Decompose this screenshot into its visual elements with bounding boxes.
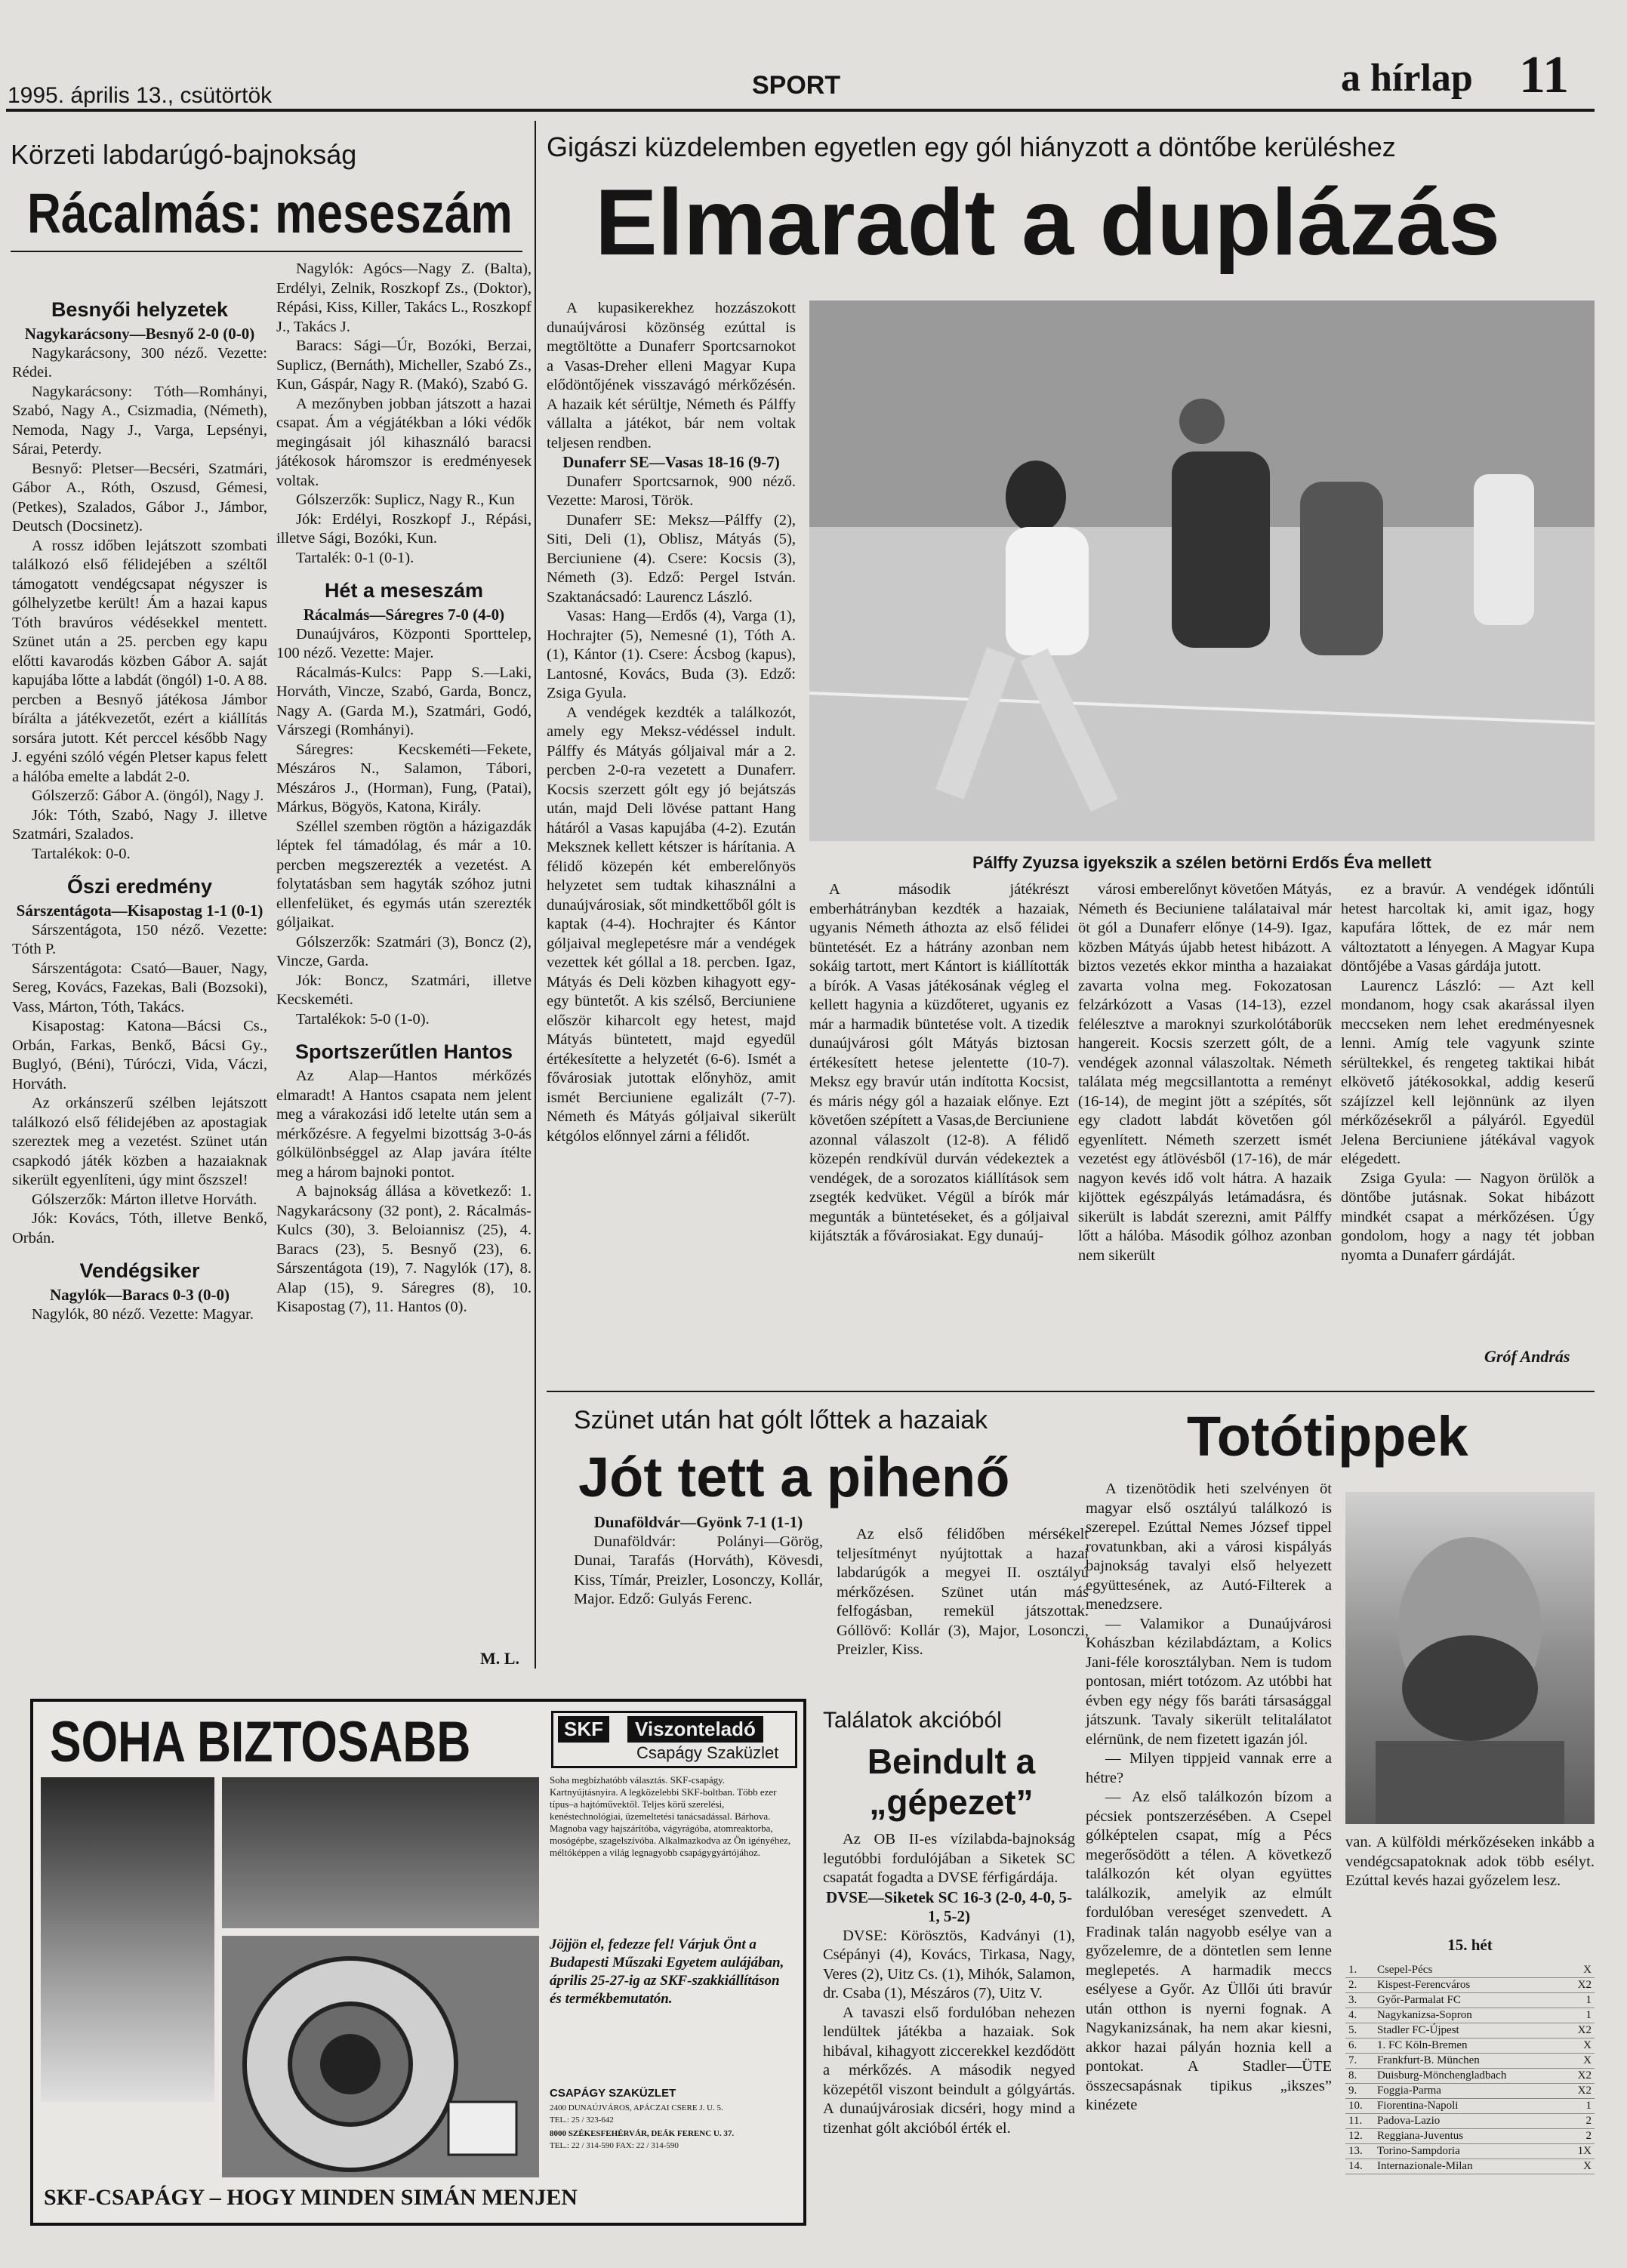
paragraph: A bajnokság állása a következő: 1. Nagykarácsony (32 pont), 2. Rácalmás-Kulcs (30), 3. Beloiannisz (25), 4. Baracs (23), 5. Besnyő (23), 6. Sárszentágota (19), 7. Nagylók (17), 8. Alap (15), 9. Sáregres (8), 10. Kisapostag (7), 11. Hantos (0). (276, 1183, 532, 1315)
tip-cell-m: Frankfurt-B. München (1374, 2054, 1567, 2069)
tip-cell-n: 4. (1345, 2008, 1374, 2023)
paragraph: Az Alap—Hantos mérkőzés elmaradt! A Hantos csapata nem jelent meg a várakozási idő letelte után sem a mérkőzésre. A fegyelmi bizottság 3-0-ás gólkülönbséggel az Alap javára ítélte meg a három bajnoki pontot. (276, 1068, 532, 1181)
subheading: Hét a meseszám (324, 579, 484, 602)
ad-phone-2: TEL.: 22 / 314-590 FAX: 22 / 314-590 (550, 2141, 679, 2150)
tip-cell-m: Reggiana-Juventus (1374, 2129, 1567, 2144)
match-title: Dunaföldvár—Gyönk 7-1 (1-1) (593, 1513, 803, 1531)
tip-cell-t: 1 (1567, 2008, 1595, 2023)
paragraph: Sáregres: Kecskeméti—Fekete, Mészáros N., Salamon, Tábori, Mészáros J., (Horman), Fung, (Patai), Márkus, Bögyös, Katona, Király. (276, 741, 532, 815)
ad-address-1: 2400 DUNAÚJVÁROS, APÁCZAI CSERE J. U. 5. (550, 2103, 723, 2112)
tip-cell-n: 7. (1345, 2054, 1374, 2069)
tip-cell-m: Stadler FC-Újpest (1374, 2023, 1567, 2038)
ad-image-machine (222, 1777, 539, 1928)
tip-cell-n: 1. (1345, 1963, 1374, 1978)
paragraph: Nagykarácsony, 300 néző. Vezette: Rédei. (12, 344, 267, 381)
ad-image-rocket (41, 1777, 214, 2102)
paragraph: Gólszerzők: Márton illetve Horváth. (32, 1191, 257, 1208)
left-headline: Rácalmás: meseszám (27, 182, 513, 245)
toto-side-text: van. A külföldi mérkőzéseken inkább a vendégcsapatoknak adok több esélyt. Ezúttal kevés hazai győzelem lesz. (1345, 1834, 1595, 1889)
main-col-b (809, 880, 1069, 1246)
paragraph: Sárszentágota: Csató—Bauer, Nagy, Sereg, Kovács, Fazekas, Bali (Bozsoki), Vass, Márton, Tóth, Takács. (12, 960, 267, 1015)
paragraph: A tavaszi első fordulóban nehezen lendültek játékba a hazaiak. Sok hibával, kihagyott ziccerekkel kezdődött a mérkőzés. A második negyed közepétől viszont beindult a gólgyártás. A dunaújvárosiak dicséri, hogy mind a tizenhat gólt akcióból érték el. (823, 2004, 1075, 2137)
paragraph: Zsiga Gyula: — Nagyon örülök a döntőbe jutásnak. Sokat hibázott mindkét csapat a mérkőzésen. Úgy gondolom, hogy a nagy tét jobban nyomta a Dunaferr gárdáját. (1341, 1169, 1595, 1264)
water-col (823, 1830, 1075, 2138)
paragraph: Kisapostag: Katona—Bácsi Cs., Orbán, Farkas, Benkő, Bácsi Gy., Buglyó, (Béni), Túróczi, Vida, Váczi, Horváth. (12, 1018, 267, 1092)
subheading: Vendégsiker (79, 1259, 200, 1282)
header-section: SPORT (752, 71, 841, 100)
header-rule (6, 109, 1595, 112)
paragraph: Az OB II-es vízilabda-bajnokság legutóbbi fordulójában a Siketek SC csapatát fogadta a DVSE férfigárdája. (823, 1831, 1075, 1886)
tip-cell-m: Nagykanizsa-Sopron (1374, 2008, 1567, 2023)
paragraph: Vasas: Hang—Erdős (4), Varga (1), Hochrajter (5), Nemesné (1), Tóth A. (1), Kántor (1). Csere: Ácsbog (kapus), Lantosné, Kovács, Buda (3). Edző: Zsiga Gyula. (547, 608, 796, 701)
paragraph: Dunaferr Sportcsarnok, 900 néző. Vezette: Marosi, Török. (547, 473, 796, 509)
paragraph: Gólszerzők: Suplicz, Nagy R., Kun (296, 492, 515, 508)
tip-row (1345, 2084, 1595, 2099)
column-divider (535, 121, 536, 1669)
paragraph: A második játékrészt emberhátrányban kezdték a hazaiak, ugyanis Németh áthozta az első félidei büntetését. Ez a hátrány azonban nem sokáig tartott, mert Kántort is kiállították a bírók. A Vasas játékosának végleg el kellett hagynia a küzdőteret, ugyanis ez már a harmadik büntetése volt. A tizedik dunaújvárosi gólt Mátyás biztosan értékesített hetese jelentette (10-7). Meksz egy bravúr után indította Kocsist, és máris négy gól a hazaiak előnye. Ezt követően szépített a Vasas,de Berciuniene azonnal válaszolt (12-8). A félidő közepén rendkívül durván védekeztek a vendégek, de a sorozatos kiállítások sem zsegték kedvüket. Végül a bírók már megunták a büntetéseket, és a góljaival kijátszták a fővárosiakat. Egy dunaúj- (809, 881, 1069, 1244)
match-title: Dunaferr SE—Vasas 18-16 (9-7) (562, 453, 780, 471)
tip-cell-n: 5. (1345, 2023, 1374, 2038)
tip-row (1345, 2069, 1595, 2084)
ad-invite: Jöjjön el, fedezze fel! Várjuk Önt a Budapesti Műszaki Egyetem aulájában, április 25-27-ig az SKF-szakkiállításon és termékbemutatón. (550, 1937, 784, 2007)
paragraph: Jók: Boncz, Szatmári, illetve Kecskeméti. (276, 972, 532, 1008)
paragraph: Gólszerzők: Szatmári (3), Boncz (2), Vincze, Garda. (276, 933, 532, 969)
paragraph: Az első félidőben mérsékelt teljesítményt nyújtottak a hazai labdarúgók a megyei II. osztályú mérkőzésen. Szünet után más felfogásban, remekül játszottak. Góllövő: Kollár (3), Major, Losonczi, Preizler, Kiss. (837, 1526, 1089, 1658)
tip-cell-t: X2 (1567, 2069, 1595, 2084)
left-kicker: Körzeti labdarúgó-bajnokság (11, 139, 357, 170)
photo-caption: Pálffy Zyuzsa igyekszik a szélen betörni Erdős Éva mellett (972, 853, 1431, 872)
tip-cell-n: 12. (1345, 2129, 1374, 2144)
tip-cell-m: Torino-Sampdoria (1374, 2144, 1567, 2159)
paragraph: Tartalék: 0-1 (0-1). (296, 549, 414, 566)
mid-rule (547, 1391, 1595, 1392)
paragraph: Rácalmás-Kulcs: Papp S.—Laki, Horváth, Vincze, Szabó, Garda, Boncz, Nagy A. (Garda M.), Szatmári, Godó, Várszegi (Romhányi). (276, 664, 532, 738)
tip-cell-n: 3. (1345, 1993, 1374, 2008)
tip-cell-m: Foggia-Parma (1374, 2084, 1567, 2099)
main-col-d (1341, 880, 1595, 1265)
match-title: DVSE—Siketek SC 16-3 (2-0, 4-0, 5-1, 5-2) (825, 1887, 1073, 1925)
water-headline: Beindult a „gépezet” (867, 1742, 1036, 1822)
tip-cell-n: 11. (1345, 2114, 1374, 2129)
mid-kicker: Szünet után hat gólt lőttek a hazaiak (574, 1406, 988, 1434)
subheading: Besnyői helyzetek (51, 298, 229, 321)
tip-row (1345, 1993, 1595, 2008)
tip-row (1345, 2114, 1595, 2129)
paragraph: Tartalékok: 5-0 (1-0). (296, 1010, 430, 1028)
tip-cell-n: 8. (1345, 2069, 1374, 2084)
main-kicker: Gigászi küzdelemben egyetlen egy gól hiányzott a döntőbe kerüléshez (547, 131, 1396, 162)
header-date: 1995. április 13., csütörtök (8, 83, 273, 108)
header-page-number: 11 (1519, 46, 1570, 104)
toto-table (1345, 1963, 1595, 2174)
ad-shop-caps: CSAPÁGY SZAKÜZLET (550, 2087, 676, 2100)
main-col-a (547, 299, 796, 1146)
paragraph: Dunaföldvár: Polányi—Görög, Dunai, Tarafás (Horváth), Kövesdi, Kiss, Tímár, Preizler, Losonczy, Kollár, Major. Edző: Gulyás Ferenc. (574, 1533, 823, 1607)
toto-headline: Totótippek (1187, 1405, 1468, 1468)
mid-col-b (837, 1525, 1089, 1660)
subheading: Sportszerűtlen Hantos (294, 1040, 513, 1063)
left-col-2 (276, 260, 532, 1317)
tip-cell-m: Internazionale-Milan (1374, 2159, 1567, 2174)
tip-cell-t: X (1567, 2054, 1595, 2069)
tip-cell-n: 6. (1345, 2038, 1374, 2054)
tip-cell-m: Padova-Lazio (1374, 2114, 1567, 2129)
ad-shop: Csapágy Szaküzlet (636, 1743, 779, 1762)
main-signature: Gróf András (1484, 1347, 1570, 1366)
left-headline-rule (11, 251, 522, 252)
paragraph: Az orkánszerű szélben lejátszott találkozó első félidejében az apostagiak szereztek meg a vezetést. Szünet után csapkodó játék közben a hazaiaknak sikerült egyenlíteni, úgy mint őszszel! (12, 1095, 267, 1188)
tip-cell-t: 2 (1567, 2129, 1595, 2144)
handball-photo-icon (809, 300, 1595, 841)
ad-slogan: SKF-CSAPÁGY – HOGY MINDEN SIMÁN MENJEN (44, 2185, 578, 2210)
paragraph: Jók: Erdélyi, Roszkopf J., Répási, illetve Sági, Bozóki, Kun. (276, 510, 532, 547)
tip-cell-m: Duisburg-Mönchengladbach (1374, 2069, 1567, 2084)
paragraph: A tizenötödik heti szelvényen öt magyar első osztályú találkozó is szerepel. Ezúttal Nemes József tippel rovatunkban, aki a városi kispályás bajnokság tavalyi első helyezett együttesének, az Autó-Filterek a menedzsere. (1086, 1481, 1332, 1613)
tip-cell-t: X2 (1567, 2084, 1595, 2099)
tip-cell-t: X (1567, 2159, 1595, 2174)
handball-photo (809, 300, 1595, 841)
paragraph: Gólszerző: Gábor A. (öngól), Nagy J. (32, 787, 264, 804)
portrait-icon (1345, 1492, 1595, 1824)
paragraph: Nagylók, 80 néző. Vezette: Magyar. (32, 1305, 254, 1323)
paragraph: A mezőnyben jobban játszott a hazai csapat. Ám a végjátékban a lóki védők megingásait jól kihasználó baracsi játékosok háromszor is eredményesek voltak. (276, 395, 532, 489)
main-col-c (1078, 880, 1332, 1265)
paragraph: — Valamikor a Dunaújvárosi Kohászban kézilabdáztam, a Kolics Jani-féle korosztályban. Nem is tudom pontosan, miért totózom. Az utóbbi hat évben egy négy fős baráti társasággal játszunk. Tavaly sikerült telitalálatot elérnünk, de nem fizetett igazán jól. (1086, 1615, 1332, 1748)
paragraph: — Az első találkozón bízom a pécsiek pontszerzésében. A Csepel gólképtelen csapat, míg a Pécs megerősödött a télen. A következő találkozón két olyan együttes találkozik, amelyik az elmúlt fordulóban vereséget szenvedett. A Fradinak talán nagyobb esélye van a győzelemre, de a döntetlen sem lenne meglepetés. A harmadik meccs esélyese a Győr. Az Üllői úti bravúr után otthon is nyerni fognak. A Nagykanizsának, ha nem akar kiesni, akkor hazai pályán hoznia kell a pontokat. A Stadler—ÜTE összecsapásnak tipikus „ikszes” kinézete (1086, 1789, 1332, 2113)
toto-week: 15. hét (1447, 1936, 1493, 1954)
ad-reseller: Viszonteladó (627, 1716, 763, 1743)
paragraph: városi emberelőnyt követően Mátyás, Németh és Beciuniene találataival már öt gól a Dunaferr előnye (14-9). Igaz, közben Mátyás újabb hetest hibázott. A biztos vezetés ekkor mintha a hazaiakat zavarta volna meg. Fokozatosan felzárkózott a Vasas (14-13), ezzel felélesztve a maroknyi szurkolótáborük hangereit. Kocsis szerzett gólt, de a vendégek azonnal válaszoltak. Németh találata még megcsillantotta a reményt (16-14), de megint jött a szépítés, sőt egy cladott labdát követően gól egyenlített. Németh szerzett ismét vezetést egy átlövésből (17-16), de már nagyon kevés idő volt hátra. A hazaik kijöttek egészpályás letámadásra, és sikerült is labdát szerezni, amit Pálffy lőtt a hálóba. Második gólhoz azonban nem sikerült (1078, 881, 1332, 1264)
paragraph: Nagylók: Agócs—Nagy Z. (Balta), Erdélyi, Zelnik, Roszkopf Zs., (Doktor), Répási, Kiss, Killer, Takács L., Roszkopf J., Takács J. (276, 260, 532, 335)
mid-headline: Jót tett a pihenő (578, 1446, 1010, 1508)
tip-cell-m: 1. FC Köln-Bremen (1374, 2038, 1567, 2054)
tip-cell-t: X2 (1567, 1978, 1595, 1993)
tip-row (1345, 2129, 1595, 2144)
tip-cell-t: X (1567, 1963, 1595, 1978)
ad-image-bearing (222, 1936, 539, 2177)
paragraph: Széllel szemben rögtön a házigazdák léptek fel támadólag, és már a 10. percben megszerezték a vezetést. A folytatásban sem hagyták szóhoz jutni ellenfelüket, és egymás után szerezték góljaikat. (276, 818, 532, 931)
ad-address-2: 8000 SZÉKESFEHÉRVÁR, DEÁK FERENC U. 37. (550, 2129, 735, 2138)
left-signature: M. L. (480, 1649, 519, 1668)
tip-cell-n: 14. (1345, 2159, 1374, 2174)
ad-brand-box (551, 1711, 797, 1768)
paragraph: A vendégek kezdték a találkozót, amely egy Meksz-védéssel indult. Pálffy és Mátyás góljaival már a 2. percben 2-0-ra vezetett a Dunaferr. Kocsis szerzett gólt egy jó bejátszás után, majd Deli lövése pattant Hang hátáról a Vasas kapujába (4-2). Ezután Meksznek kellett kétszer is hárítania. A félidő közepén két emberelőnyös helyzetet sem tudtak kihasználni a dunaújvárosiak, sőt mindkettőből gólt is kaptak (4-4). Hochrajter és Kántor góljaival meglepetésre már a vendégek vezettek két góllal a 18. percben. Igaz, Mátyás és Deli közben kihagyott egy-egy büntetőt. A kis szélső, Berciuniene először kiharcolt egy hetest, majd Mátyás büntetett, majd egyedül értékesítette a helyzetét (6-6). Ismét a fővárosiak jutottak előnyhöz, amit ismét Berciuniene egalizált (7-7). Németh és Mátyás góljaival sikerült kétgólos előnnyel zárni a félidőt. (547, 704, 796, 1145)
tip-cell-n: 2. (1345, 1978, 1374, 1993)
paragraph: Nagykarácsony: Tóth—Romhányi, Szabó, Nagy A., Csizmadia, (Németh), Nemoda, Nagy J., Varga, Lepsényi, Sárai, Peterdy. (12, 383, 267, 458)
header-paper: a hírlap (1341, 57, 1473, 100)
paragraph: ez a bravúr. A vendégek időntúli hetest harcoltak ki, amit igaz, hogy kapufára lőttek, de ez már nem változtatott a lényegen. A Magyar Kupa döntőjébe a Vasas gárdája jutott. (1341, 881, 1595, 975)
tip-cell-t: X2 (1567, 2023, 1595, 2038)
paragraph: DVSE: Körösztös, Kadványi (1), Csépányi (4), Kovács, Tirkasa, Nagy, Veres (2), Uitz Cs. (1), Mihók, Salamon, dr. Csaba (1), Mészáros (7), Uitz V. (823, 1927, 1075, 2001)
paragraph: A rossz időben lejátszott szombati találkozó első félidejében a széltől támogatott vendégcsapat négyszer is gólhelyzetbe került! Ám a hazai kapus Tóth bravúros védésekkel mentett. Szünet után a 25. percben egy kapu előtti kavarodás közben Gábor A. saját kapujába lőtte a labdát (öngól) 1-0. A 88. percben a Besnyő játékosa Jámbor bírálta a játékvezetőt, ezért a kiállítás sorsára jutott. Két perccel később Nagy J. egyéni szóló végén Pletser kapus felett a hálóba emelte a labdát 2-0. (12, 537, 267, 785)
match-title: Sárszentágota—Kisapostag 1-1 (0-1) (16, 901, 263, 920)
match-title: Rácalmás—Sáregres 7-0 (4-0) (303, 606, 505, 624)
paragraph: Jók: Tóth, Szabó, Nagy J. illetve Szatmári, Szalados. (12, 806, 267, 843)
tip-cell-n: 13. (1345, 2144, 1374, 2159)
portrait-photo (1345, 1492, 1595, 1824)
tip-cell-t: 1 (1567, 1993, 1595, 2008)
ad-phone-1: TEL.: 25 / 323-642 (550, 2115, 614, 2125)
paragraph: Tartalékok: 0-0. (32, 845, 131, 862)
left-col-1 (12, 287, 267, 1324)
bearing-icon (222, 1936, 539, 2177)
subheading: Őszi eredmény (66, 875, 213, 898)
tip-row (1345, 2099, 1595, 2114)
tip-row (1345, 2023, 1595, 2038)
tip-cell-m: Kispest-Ferencváros (1374, 1978, 1567, 1993)
tip-cell-m: Fiorentina-Napoli (1374, 2099, 1567, 2114)
tip-row (1345, 2054, 1595, 2069)
skf-ad (30, 1699, 806, 2226)
tip-cell-n: 9. (1345, 2084, 1374, 2099)
paragraph: Laurencz László: — Azt kell mondanom, hogy csak akarással ilyen meccseken nem lehet eredményesnek lenni. Amíg tele vagyunk szinte sérültekkel, és rengeteg taktikai hibát elkövető játékosokkal, addig keserű szájízzel kell lejönnünk az ilyen mérkőzésekről a pályáról. Egyedül Jelena Berciuniene játékával vagyok elégedett. (1341, 977, 1595, 1167)
mid-col-a (574, 1513, 823, 1610)
paragraph: Besnyő: Pletser—Becséri, Szatmári, Gábor A., Róth, Oszusd, Gémesi, (Petkes), Szalados, Gábor J., Jámbor, Deutsch (Docsinetz). (12, 460, 267, 535)
tip-row (1345, 2008, 1595, 2023)
paragraph: A kupasikerekhez hozzászokott dunaújvárosi közönség ezúttal is megtöltötte a Dunaferr Sportcsarnokot a Vasas-Dreher elleni Magyar Kupa elődöntőjének visszavágó mérkőzésén. A hazaik két sérültje, Németh és Pálffy vállalta a játékot, bár nem voltak teljesen rendben. (547, 300, 796, 451)
tip-cell-t: X (1567, 2038, 1595, 2054)
paragraph: Dunaújváros, Központi Sporttelep, 100 néző. Vezette: Majer. (276, 625, 532, 661)
ad-headline: SOHA BIZTOSABB (50, 1710, 471, 1774)
tip-cell-m: Csepel-Pécs (1374, 1963, 1567, 1978)
paragraph: Baracs: Sági—Úr, Bozóki, Berzai, Suplicz, (Bernáth), Micheller, Szabó Zs., Kun, Gáspár, Nagy R. (Makó), Szabó G. (276, 337, 532, 393)
tip-row (1345, 2159, 1595, 2174)
tip-row (1345, 2144, 1595, 2159)
match-title: Nagylók—Baracs 0-3 (0-0) (50, 1286, 230, 1304)
ad-body: Soha megbízhatóbb választás. SKF-csapágy. Kartnyújtásnyira. A legközelebbi SKF-boltban. Több ezer típus–a hajtóművektől. Teljes körű szerelési, kenéstechnológiai, üzemeltetési tanácsadással. Bárhova. Magnoba vagy hajszárítóba, vágyrágóba, atomreaktorba, mosógépbe, szagelszívóba. Alkalmazkodva az Ön igényéhez, méltóképpen a világ legnagyobb csapágygyártójához. (550, 1774, 791, 1858)
paragraph: Jók: Kovács, Tóth, illetve Benkő, Orbán. (12, 1210, 267, 1246)
tip-row (1345, 2038, 1595, 2054)
tip-cell-t: 1X (1567, 2144, 1595, 2159)
toto-col (1086, 1480, 1332, 2115)
paragraph: — Milyen tippjeid vannak erre a hétre? (1086, 1750, 1332, 1786)
tip-cell-n: 10. (1345, 2099, 1374, 2114)
match-title: Nagykarácsony—Besnyő 2-0 (0-0) (24, 325, 255, 343)
ad-brand: SKF (558, 1716, 609, 1743)
tip-row (1345, 1963, 1595, 1978)
tip-cell-t: 2 (1567, 2114, 1595, 2129)
tip-cell-m: Győr-Parmalat FC (1374, 1993, 1567, 2008)
tip-row (1345, 1978, 1595, 1993)
main-headline: Elmaradt a duplázás (595, 171, 1501, 275)
water-kicker: Találatok akcióból (823, 1708, 1002, 1733)
tip-cell-t: 1 (1567, 2099, 1595, 2114)
paragraph: Sárszentágota, 150 néző. Vezette: Tóth P. (12, 921, 267, 957)
paragraph: Dunaferr SE: Meksz—Pálffy (2), Siti, Deli (1), Oblisz, Mátyás (5), Berciuniene (4). Csere: Kocsis (3), Németh (3). Edző: Pergel István. Szaktanácsadó: Laurencz László. (547, 511, 796, 606)
